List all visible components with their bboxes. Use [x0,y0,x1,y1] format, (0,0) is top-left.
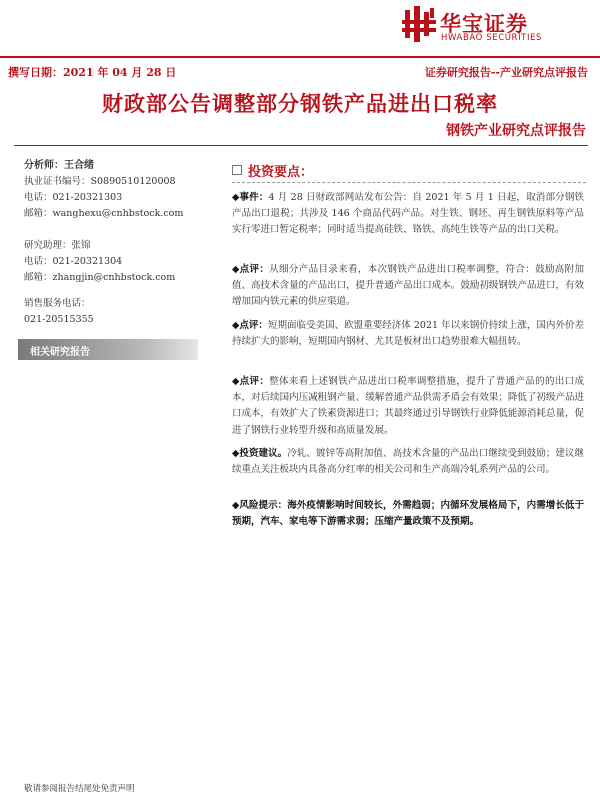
sales-phone: 021-20515355 [24,314,94,325]
related-reports-label: 相关研究报告 [30,347,90,358]
point-risk-text: 海外疫情影响时间较长，外需趋弱；内循环发展格局下，内需增长低于预期，汽车、家电等下游需求弱；压缩产量政策不及预期。 [232,500,584,528]
analyst-email: 邮箱：wanghexu@cnhbstock.com [24,208,184,219]
point-comment-1-lead: ◆点评： [232,264,270,275]
point-comment-2-text: 短期面临受美国、欧盟重要经济体 2021 年以来钢价持续上涨，国内外价差持续扩大的影响，短期国内钢材、尤其是板材出口趋势很难大幅扭转。 [232,320,584,348]
related-reports-tag [18,339,198,360]
company-logo [402,6,592,46]
point-event-lead: ◆事件： [232,192,269,203]
heading-dashed-divider [232,182,586,184]
point-event-text: 4 月 28 日财政部网站发布公告：自 2021 年 5 月 1 日起，取消部分钢铁产品出口退税；共涉及 146 个商品代码产品。对生铁、钢坯、再生钢铁原料等产品实行零进口暂定税率；同时适当提高硅铁、铬铁、高纯生铁等产品的出口关税。 [232,192,584,236]
analyst-name: 分析师：王合绪 [24,160,94,171]
key-points-header [232,161,586,183]
report-subtitle: 钢铁产业研究点评报告 [446,123,586,139]
assistant-email: 邮箱：zhangjin@cnhbstock.com [24,272,176,283]
point-comment-3-lead: ◆点评： [232,376,270,387]
analyst-sidebar [24,158,199,328]
meta-row [0,62,600,82]
report-date: 撰写日期：2021 年 04 月 28 日 [8,66,177,79]
point-risk [232,498,584,530]
assistant-phone: 电话：021-20321304 [24,256,123,267]
key-points-heading: 投资要点： [248,165,314,180]
report-type: 证券研究报告--产业研究点评报告 [424,66,588,79]
report-title: 财政部公告调整部分钢铁产品进出口税率 [102,91,498,116]
point-risk-lead: ◆风险提示： [232,500,288,511]
header-divider [0,56,600,58]
point-investment-lead: ◆投资建议。 [232,448,288,459]
point-comment-3-text: 整体来看上述钢铁产品进出口税率调整措施，提升了普通产品的的出口成本，对后续国内压减粗钢产量、缓解普通产品供需矛盾会有效果；降低了初级产品进口成本，有效扩大了铁素资源进口；其最终通过引导钢铁行业降低能源消耗总量，促进了钢铁行业转型升级和高质量发展。 [232,376,584,436]
point-comment-2 [232,318,584,350]
title-divider [14,145,588,146]
logo-chinese-name: 华宝证券 [440,12,528,36]
point-comment-1-text: 从细分产品目录来看，本次钢铁产品进出口税率调整，符合：鼓励高附加值、高技术含量的产品出口，提升普通产品出口成本。鼓励初级钢铁产品进口，有效增加国内铁元素的供应渠道。 [232,264,584,308]
point-investment-text: 冷轧、镀锌等高附加值、高技术含量的产品出口继续受到鼓励；建议继续重点关注板块内具备高分红率的相关公司和生产高端冷轧系列产品的公司。 [232,448,584,476]
sales-label: 销售服务电话： [24,298,91,309]
point-comment-3 [232,374,584,439]
analyst-cert: 执业证书编号：S0890510120008 [24,176,176,187]
hwabao-logo-icon [402,6,436,42]
point-comment-2-lead: ◆点评： [232,320,268,331]
point-investment-advice [232,446,584,478]
logo-english-name: HWABAO SECURITIES [441,33,543,43]
analyst-phone: 电话：021-20321303 [24,192,123,203]
point-comment-1 [232,262,584,311]
square-bullet-icon [232,165,242,175]
disclaimer-note: 敬请参阅报告结尾处免责声明 [24,784,135,794]
assistant-name: 研究助理：张锦 [24,240,91,251]
point-event [232,190,584,239]
